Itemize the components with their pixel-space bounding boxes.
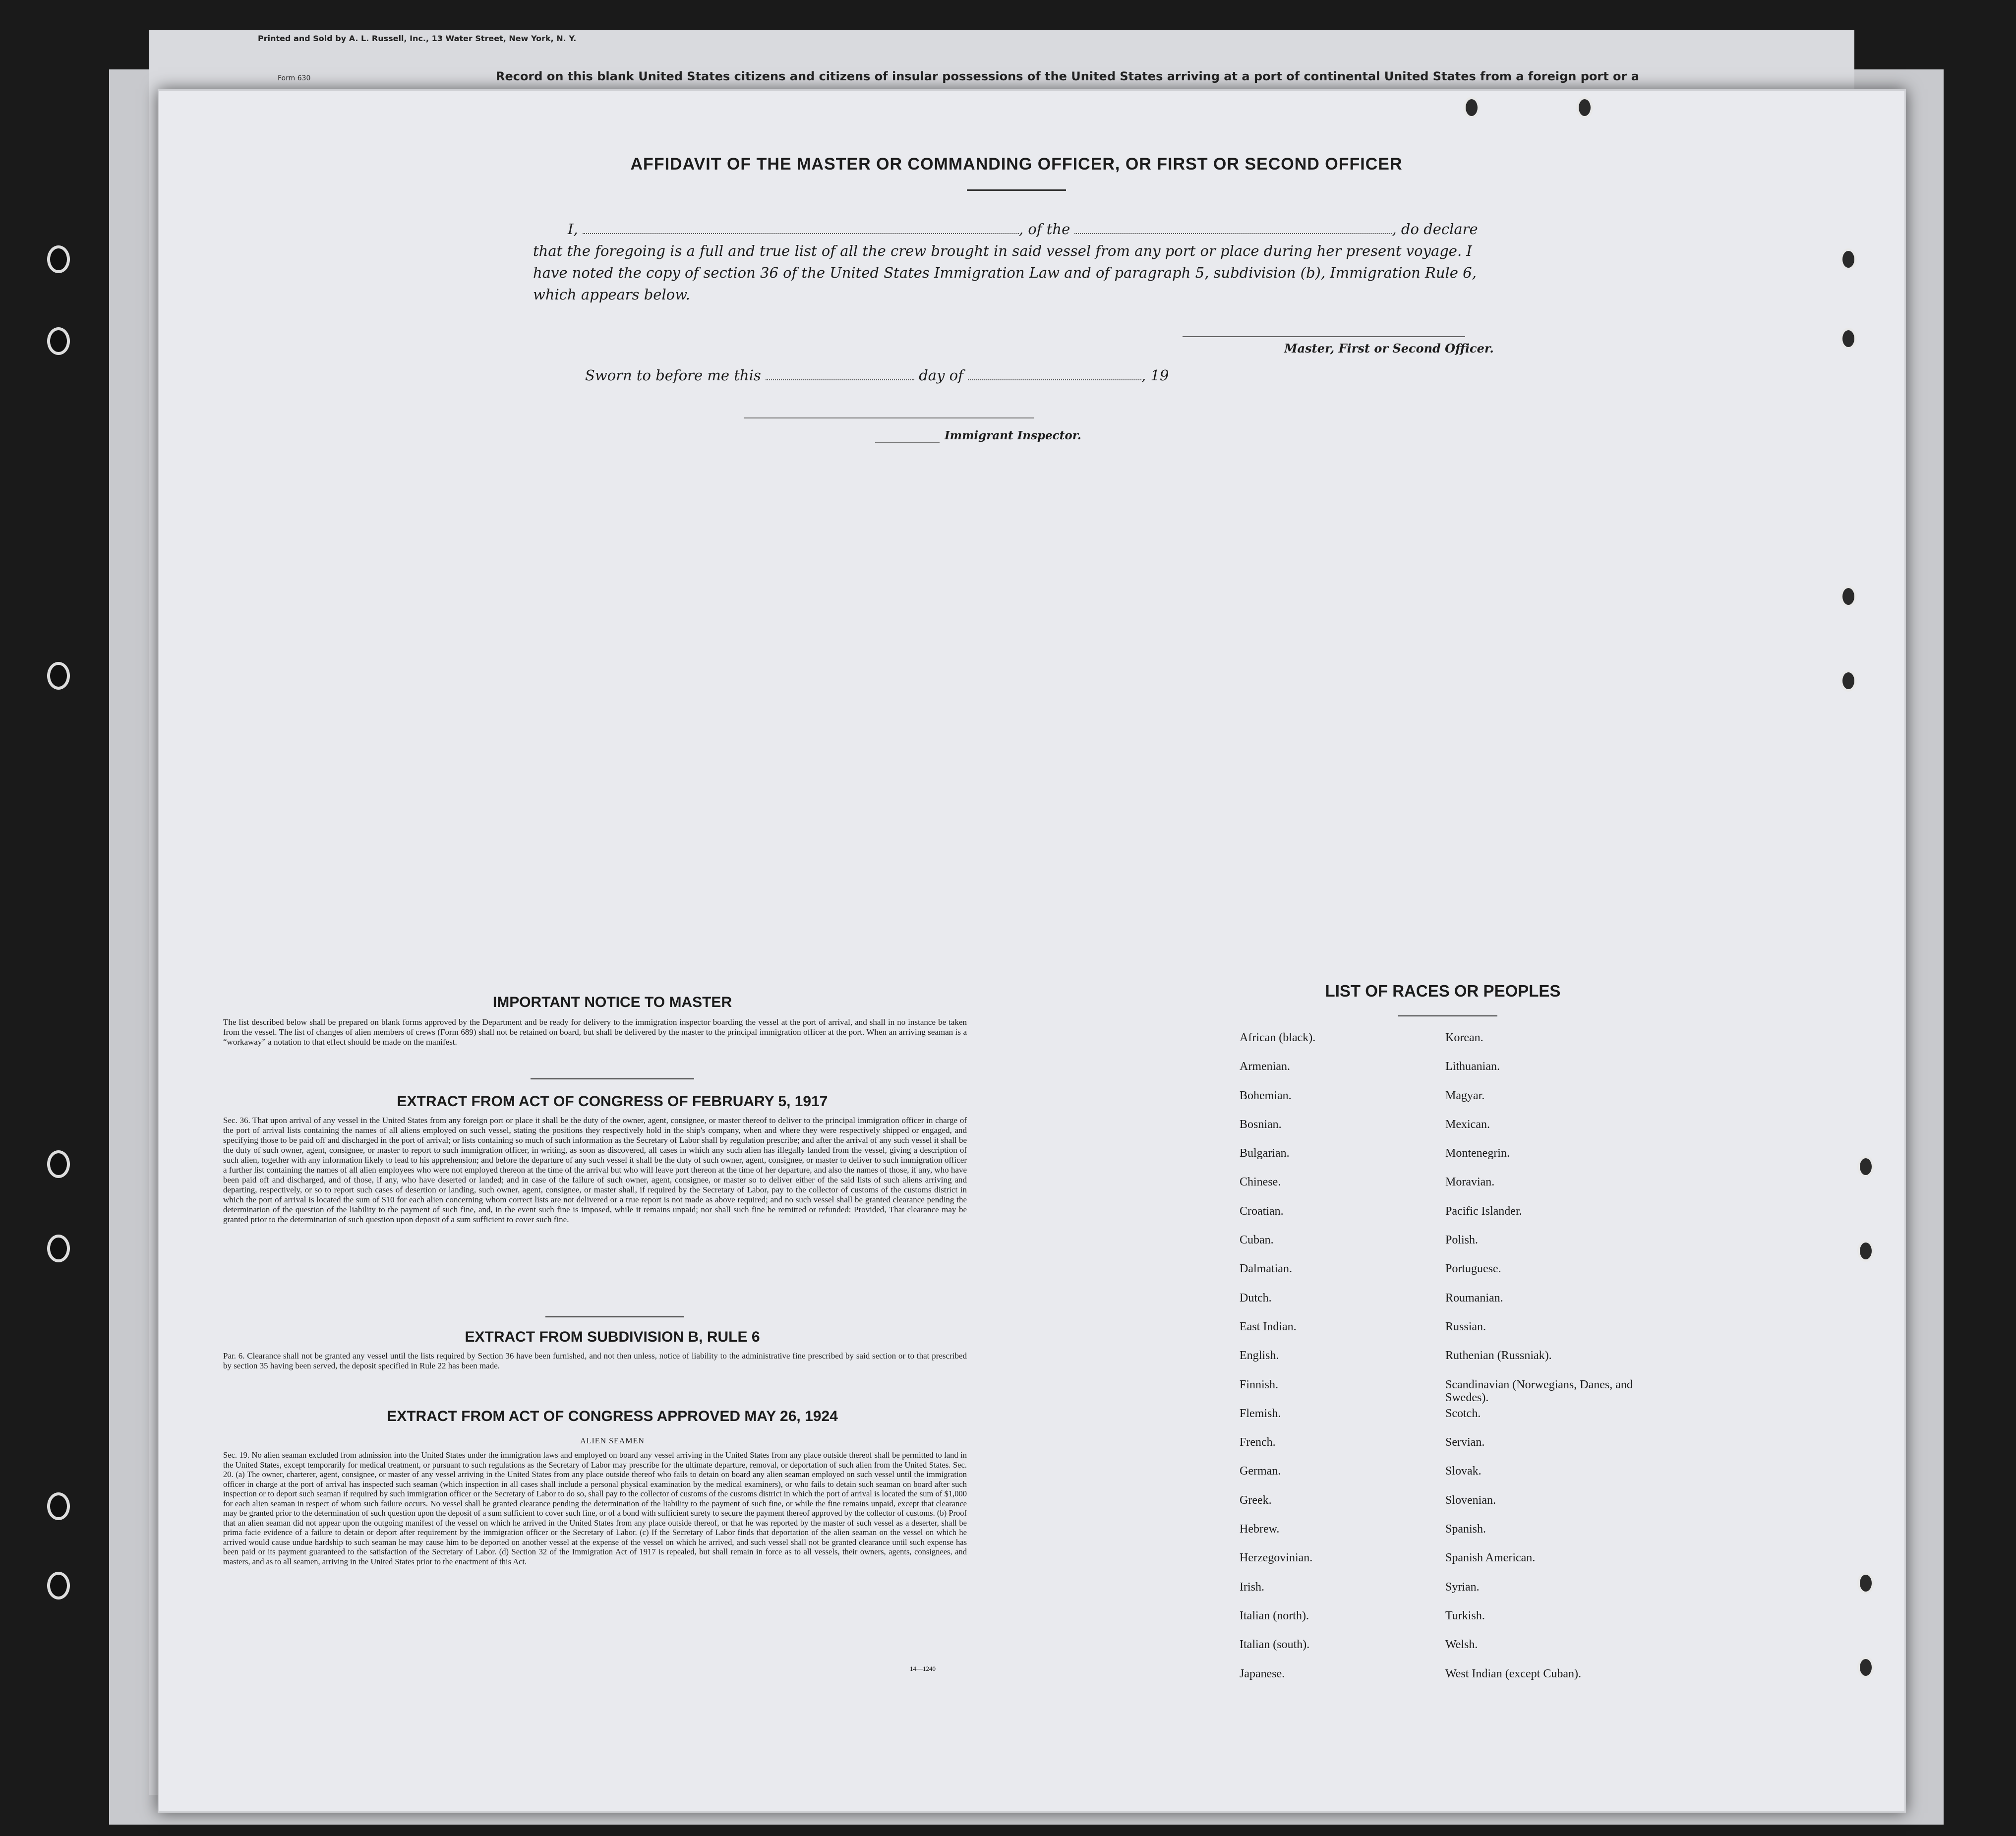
race-item: Moravian. [1445, 1176, 1495, 1189]
extract-1924-text: Sec. 19. No alien seaman excluded from admission into the United States under the immigration laws and employed on board any vessel arriving in the United States from any place outside thereof shall be permitted to land in the United States, except temporarily for medical treatment, or pursuant to such regulations as the Secretary of Labor may prescribe for the ultimate departure, removal, or deportation of such alien from the United States. Sec. 20. (a) The owner, charterer, agent, consignee, or master of any vessel arriving in the United States from any place outside thereof who fails to detain on board any alien seaman employed on such vessel until the immigration officer in charge at the port of arrival has inspected such seaman (which inspection in all cases shall include a personal physical examination by the medical examiners), or who fails to detain such seaman on board after such inspection or to deport such seaman if required by such immigration officer or the Secretary of Labor to do so, shall pay to the collector of customs of the customs district in which the port of arrival is located the sum of $1,000 for each alien seaman in respect of whom such failure occurs. No vessel shall be granted clearance pending the determination of the liability to the payment of such fine, or while the fine remains unpaid, except that clearance may be granted prior to the determination of such question upon the deposit of a sum sufficient to cover such fine, or of a bond with sufficient surety to secure the payment thereof approved by the collector of customs. (b) Proof that an alien seaman did not appear upon the outgoing manifest of the vessel on which he arrived in the United States from any place outside thereof, or that he was reported by the master of such vessel as a deserter, shall be prima facie evidence of a failure to detain or deport after requirement by the immigration officer or the Secretary of Labor. (c) If the Secretary of Labor finds that deportation of the alien seaman on the vessel on which he arrived would cause undue hardship to such seaman he may cause him to be deported on another vessel at the expense of the vessel on which he arrived, and such vessel shall not be granted clearance until such expense has been paid or its payment guaranteed to the satisfaction of the Secretary of Labor. (d) Section 32 of the Immigration Act of 1917 is repealed, but shall remain in force as to all vessels, their owners, agents, consignees, and masters, and as to all seamen, arriving in the United States prior to the enactment of this Act. [223, 1450, 967, 1566]
race-item: Italian (north). [1240, 1609, 1309, 1622]
race-item: Portuguese. [1445, 1262, 1501, 1276]
punch-hole [1576, 97, 1593, 118]
race-item: Roumanian. [1445, 1291, 1503, 1304]
extract-rule6-text: Par. 6. Clearance shall not be granted any vessel until the lists required by Section 36 have been furnished, and not then unless, notice of liability to the administrative fine prescribed by said section or to that prescribed by section 35 having been served, the deposit specified in Rule 22 has been made. [223, 1351, 967, 1370]
day-of-label: day of [919, 367, 963, 384]
sworn-day-field[interactable] [766, 368, 914, 380]
race-item: Mexican. [1445, 1118, 1490, 1131]
race-item: Armenian. [1240, 1060, 1290, 1073]
sworn-month-field[interactable] [968, 368, 1141, 380]
race-item: Dalmatian. [1240, 1262, 1292, 1276]
race-item: Magyar. [1445, 1089, 1485, 1102]
race-item: Scandinavian (Norwegians, Danes, and Swedes). [1445, 1378, 1633, 1404]
race-item: West Indian (except Cuban). [1445, 1667, 1581, 1680]
alien-seamen-subtitle: ALIEN SEAMEN [580, 1437, 645, 1445]
notice-rule [531, 1078, 694, 1079]
punch-hole [47, 327, 70, 355]
race-item: Herzegovinian. [1240, 1551, 1313, 1565]
race-item: Slovak. [1445, 1465, 1482, 1478]
race-item: Montenegrin. [1445, 1147, 1510, 1160]
extract-1917-text: Sec. 36. That upon arrival of any vessel in the United States from any foreign port or place it shall be the duty of the owner, agent, consignee, or master thereof to deliver to the principal immigration officer in charge of the port of arrival lists containing the names of all aliens employed on such vessel, stating the positions they respectively hold in the ship's company, when and where they were respectively shipped or engaged, and specifying those to be paid off and discharged in the port of arrival; or lists containing so much of such information as the Secretary of Labor shall by regulation prescribe; and after the arrival of any such vessel it shall be the duty of such owner, agent, consignee, or master to report to such immigration officer, in writing, as soon as discovered, all cases in which any such alien has illegally landed from the vessel, giving a description of such alien, together with any information likely to lead to his apprehension; and before the departure of any such vessel it shall be the duty of such owner, agent, consignee, or master to deliver to such immigration officer a further list containing the names of all alien employees who were not employed thereon at the time of the arrival but who will leave port thereon at the time of her departure, and also the names of those, if any, who have been paid off and discharged, and of those, if any, who have deserted or landed; and in case of the failure of such owner, agent, consignee, or master so to deliver either of the said lists of such aliens arriving and departing, respectively, or so to report such cases of desertion or landing, such owner, agent, consignee, or master shall, if required by the Secretary of Labor, pay to the collector of customs of the customs district in which the port of arrival is located the sum of $10 for each alien concerning whom correct lists are not delivered or a true report is not made as above required; and no such vessel shall be granted clearance pending the determination of the question of the liability to the payment of such fine, and, in the event such fine is imposed, while it remains unpaid; nor shall such fine be remitted or refunded: Provided, That clearance may be granted prior to the determination of such question upon deposit of a sum sufficient to cover such fine. [223, 1116, 967, 1224]
punch-hole [47, 245, 70, 273]
punch-hole [1840, 670, 1857, 692]
race-item: Turkish. [1445, 1609, 1485, 1622]
inspector-signature-line[interactable] [744, 417, 1034, 418]
punch-hole [47, 1150, 70, 1178]
extract-rule [545, 1316, 684, 1317]
signature-line[interactable] [1183, 336, 1465, 337]
race-item: Korean. [1445, 1031, 1483, 1044]
race-item: Hebrew. [1240, 1523, 1280, 1536]
record-note: Record on this blank United States citizens and citizens of insular possessions of the United States arriving at a port of continental United States from a foreign port or a [496, 69, 1639, 83]
signature-label: Master, First or Second Officer. [1284, 341, 1494, 355]
race-item: Spanish American. [1445, 1551, 1536, 1565]
year-label: , 19 [1141, 367, 1169, 384]
punch-hole [1840, 586, 1857, 607]
vessel-name-field[interactable] [1074, 222, 1392, 234]
punch-hole [1857, 1572, 1874, 1594]
race-item: Japanese. [1240, 1667, 1285, 1680]
race-item: Spanish. [1445, 1523, 1486, 1536]
race-item: Bulgarian. [1240, 1147, 1290, 1160]
races-left-column [1240, 1031, 1428, 1696]
punch-hole [1857, 1156, 1874, 1178]
race-item: Bosnian. [1240, 1118, 1282, 1131]
punch-hole [1463, 97, 1480, 118]
race-item: Cuban. [1240, 1234, 1274, 1247]
race-item: Irish. [1240, 1580, 1264, 1594]
affidavit-title: AFFIDAVIT OF THE MASTER OR COMMANDING OFFICER, OR FIRST OR SECOND OFFICER [630, 155, 1403, 174]
inspector-label: Immigrant Inspector. [945, 429, 1081, 442]
form-code: 14—1240 [910, 1665, 936, 1672]
race-item: Chinese. [1240, 1176, 1281, 1189]
notice-text: The list described below shall be prepared on blank forms approved by the Department and be ready for delivery to the immigration inspector boarding the vessel at the port of arrival, and shall in no instance be taken from the vessel. The list of changes of alien members of crews (Form 689) shall not be retained on board, but shall be delivered by the master to the principal immigration officer at the port. When an arriving seaman is a “workaway” a notation to that effect should be made on the manifest. [223, 1017, 967, 1047]
punch-hole [47, 1492, 70, 1520]
race-item: Welsh. [1445, 1638, 1478, 1652]
inspector-dotted-lead [875, 442, 940, 443]
punch-hole [1840, 248, 1857, 270]
race-item: Servian. [1445, 1436, 1485, 1449]
race-item: English. [1240, 1349, 1279, 1362]
race-item: East Indian. [1240, 1320, 1297, 1333]
race-item: African (black). [1240, 1031, 1316, 1044]
punch-hole [1857, 1240, 1874, 1262]
race-item: German. [1240, 1465, 1281, 1478]
printer-line: Printed and Sold by A. L. Russell, Inc., 13 Water Street, New York, N. Y. [258, 34, 577, 43]
race-item: Scotch. [1445, 1407, 1481, 1420]
declarant-prefix: I, [568, 221, 578, 237]
race-item: Italian (south). [1240, 1638, 1310, 1652]
race-item: Croatian. [1240, 1204, 1284, 1218]
sworn-label: Sworn to before me this [585, 367, 761, 384]
race-item: Russian. [1445, 1320, 1486, 1333]
declaration-text [533, 218, 1505, 305]
race-item: Ruthenian (Russniak). [1445, 1349, 1552, 1362]
notice-title: IMPORTANT NOTICE TO MASTER [492, 994, 732, 1010]
race-item: Lithuanian. [1445, 1060, 1500, 1073]
sworn-line [585, 367, 1169, 384]
punch-hole [1857, 1657, 1874, 1678]
punch-hole [47, 662, 70, 690]
race-item: Polish. [1445, 1234, 1479, 1247]
declaration-body: that the foregoing is a full and true list of all the crew brought in said vessel from any port or place during her present voyage. I have noted the copy of section 36 of the United States Immigration Law and of paragraph 5, subdivision (b), Immigration Rule 6, which appears below. [533, 242, 1477, 303]
of-the-label: , of the [1018, 221, 1070, 237]
race-item: Dutch. [1240, 1291, 1272, 1304]
race-item: Greek. [1240, 1493, 1272, 1507]
race-item: Slovenian. [1445, 1493, 1496, 1507]
races-title: LIST OF RACES OR PEOPLES [1325, 982, 1561, 1000]
race-item: Flemish. [1240, 1407, 1281, 1420]
punch-hole [1840, 328, 1857, 350]
extract-1924-title: EXTRACT FROM ACT OF CONGRESS APPROVED MAY 26, 1924 [387, 1408, 838, 1424]
race-item: Pacific Islander. [1445, 1204, 1522, 1218]
races-right-column [1445, 1031, 1663, 1696]
title-rule [967, 189, 1066, 191]
form-number: Form 630 [278, 74, 311, 82]
extract-1917-title: EXTRACT FROM ACT OF CONGRESS OF FEBRUARY 5, 1917 [397, 1093, 828, 1110]
punch-hole [47, 1235, 70, 1262]
extract-rule6-title: EXTRACT FROM SUBDIVISION B, RULE 6 [465, 1329, 760, 1345]
race-item: Syrian. [1445, 1580, 1480, 1594]
do-declare-label: , do declare [1392, 221, 1478, 237]
race-item: French. [1240, 1436, 1276, 1449]
races-rule [1398, 1015, 1497, 1016]
declarant-name-field[interactable] [583, 222, 1019, 234]
punch-hole [47, 1572, 70, 1599]
race-item: Bohemian. [1240, 1089, 1292, 1102]
race-item: Finnish. [1240, 1378, 1279, 1391]
